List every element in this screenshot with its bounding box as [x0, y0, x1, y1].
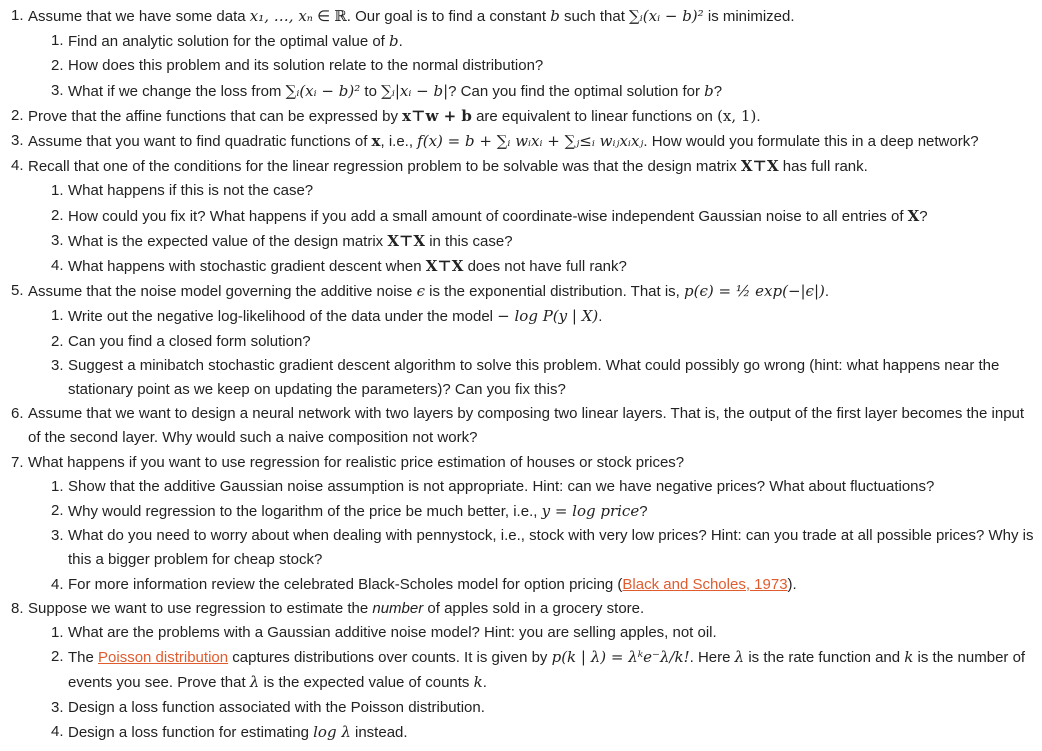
exercise-number: 2. — [11, 106, 24, 124]
subexercise-item: 2. The Poisson distribution captures distributions over counts. It is given by p(k | λ) = λᵏe⁻λ/k!. Here λ is the rate function and k is the number of events you see. Prove that λ is the expected value of counts k. — [51, 648, 1026, 692]
subexercise-item: 2. Can you find a closed form solution? — [51, 332, 311, 350]
exercise-number: 5. — [11, 282, 24, 300]
subexercise-item: 2. Why would regression to the logarithm of the price be much better, i.e., y = log price? — [51, 502, 648, 521]
poisson-distribution-link[interactable]: Poisson distribution — [98, 649, 229, 667]
subexercise-item: 1. What are the problems with a Gaussian additive noise model? Hint: you are selling apples, not oil. — [51, 624, 717, 642]
exercise-item: 2. Prove that the affine functions that can be expressed by x⊤w + b are equivalent to linear functions on (x, 1). — [0, 104, 1040, 129]
math: ϵ — [416, 282, 425, 301]
subexercise-item: 1. Find an analytic solution for the optimal value of b. — [51, 32, 403, 51]
math: ℝ — [334, 7, 347, 25]
exercise-item: 5. Assume that the noise model governing the additive noise ϵ is the exponential distribution. That is, p(ϵ) = ½ exp(−|ϵ|). 1. Write out the negative log-likelihood of the data under the model − log P(y | X). 2. Can you find a closed form solution? 3. Suggest a minibatch stochastic gradient descent algorithm to solve this problem. What could possibly go wrong (hint: what happens near the stationary point as we keep on updating the parameters)? Can you fix this? — [0, 279, 1040, 402]
subexercise-item: 4. What happens with stochastic gradient descent when X⊤X does not have full rank? — [51, 257, 627, 276]
math: p(ϵ) = ½ exp(−|ϵ|) — [684, 282, 825, 301]
math: x₁, …, xₙ — [249, 7, 313, 25]
math: X⊤X — [740, 157, 779, 176]
subexercise-item: 3. What do you need to worry about when dealing with pennystock, i.e., stock with very low prices? Hint: can you trade at all possible prices? Why is this a bigger problem for cheap stock? — [51, 527, 1034, 569]
exercise-item: 8. Suppose we want to use regression to estimate the number of apples sold in a grocery store. 1. What are the problems with a Gaussian additive noise model? Hint: you are selling apples, not oil. 2. The Poisson distribution captures distributions over counts. It is given by p(k | λ) = λᵏe⁻λ/k!. Here λ is the rate function and k is the number of events you see. Prove that λ is the expected value of counts k. 3. Design a loss function associated with the Poisson distribution. 4. Design a loss function for estimating log λ instead. — [0, 597, 1040, 745]
subexercise-list — [28, 475, 1040, 597]
exercise-item: 1. Assume that we have some data x₁, …, xₙ ∈ ℝ. Our goal is to find a constant b such that ∑ᵢ(xᵢ − b)² is minimized. 1. Find an analytic solution for the optimal value of b. 2. How does this problem and its solution relate to the normal distribution? 3. What if we change the loss from ∑ᵢ(xᵢ − b)² to ∑ᵢ|xᵢ − b|? Can you find the optimal solution for b? — [0, 4, 1040, 104]
exercise-item: 7. What happens if you want to use regression for realistic price estimation of houses or stock prices? 1. Show that the additive Gaussian noise assumption is not appropriate. Hint: can we have negative prices? What about fluctuations? 2. Why would regression to the logarithm of the price be much better, i.e., y = log price? 3. What do you need to worry about when dealing with pennystock, i.e., stock with very low prices? Hint: can you trade at all possible prices? Why is this a bigger problem for cheap stock? 4. For more information review the celebrated Black-Scholes model for option pricing (Black and Scholes, 1973). — [0, 451, 1040, 597]
exercise-number: 4. — [11, 157, 24, 175]
math: x⊤w + b — [402, 106, 472, 125]
subexercise-item: 1. Show that the additive Gaussian noise assumption is not appropriate. Hint: can we have negative prices? What about fluctuations? — [51, 477, 935, 495]
math: f(x) = b + ∑ᵢ wᵢxᵢ + ∑ⱼ≤ᵢ wᵢⱼxᵢxⱼ — [417, 132, 644, 151]
subexercise-item: 4. Design a loss function for estimating log λ instead. — [51, 722, 408, 741]
math: ∑ᵢ(xᵢ − b)² — [629, 7, 704, 25]
math: (x, 1) — [717, 106, 757, 125]
exercise-number: 7. — [11, 453, 24, 471]
subexercise-item: 3. What if we change the loss from ∑ᵢ(xᵢ − b)² to ∑ᵢ|xᵢ − b|? Can you find the optimal solution for b? — [51, 81, 723, 100]
subexercise-list — [28, 179, 1040, 279]
math: b — [550, 7, 560, 25]
subexercise-item: 3. What is the expected value of the design matrix X⊤X in this case? — [51, 231, 513, 250]
exercise-item: 6. Assume that we want to design a neural network with two layers by composing two linear layers. That is, the output of the first layer becomes the input of the second layer. Why would such a naive composition not work? — [0, 402, 1040, 450]
citation-link[interactable]: Black and Scholes, 1973 — [622, 575, 788, 593]
subexercise-item: 2. How does this problem and its solution relate to the normal distribution? — [51, 57, 544, 75]
exercise-number: 8. — [11, 599, 24, 617]
exercise-number: 1. — [11, 7, 24, 24]
subexercise-list — [28, 29, 1040, 104]
exercise-list — [0, 4, 1040, 745]
subexercise-item: 4. For more information review the celebrated Black-Scholes model for option pricing (Black and Scholes, 1973). — [51, 575, 797, 593]
math: x — [371, 132, 381, 151]
exercise-item: 3. Assume that you want to find quadratic functions of x, i.e., f(x) = b + ∑ᵢ wᵢxᵢ + ∑ⱼ≤ᵢ wᵢⱼxᵢxⱼ. How would you formulate this in a deep network? — [0, 129, 1040, 154]
exercise-item: 4. Recall that one of the conditions for the linear regression problem to be solvable was that the design matrix X⊤X has full rank. 1. What happens if this is not the case? 2. How could you fix it? What happens if you add a small amount of coordinate-wise independent Gaussian noise to all entries of X? 3. What is the expected value of the design matrix X⊤X in this case? 4. What happens with stochastic gradient descent when X⊤X does not have full rank? — [0, 154, 1040, 279]
subexercise-item: 1. Write out the negative log-likelihood of the data under the model − log P(y | X). — [51, 307, 603, 326]
subexercise-item: 3. Suggest a minibatch stochastic gradient descent algorithm to solve this problem. What could possibly go wrong (hint: what happens near the stationary point as we keep on updating the parameters)? Can you fix this? — [51, 356, 1000, 399]
exercise-number: 6. — [11, 405, 24, 423]
exercise-number: 3. — [11, 132, 24, 150]
subexercise-item: 2. How could you fix it? What happens if you add a small amount of coordinate-wise independent Gaussian noise to all entries of X? — [51, 206, 928, 225]
subexercise-list — [28, 304, 1040, 402]
subexercise-item: 3. Design a loss function associated with the Poisson distribution. — [51, 698, 485, 716]
subexercise-item: 1. What happens if this is not the case? — [51, 182, 314, 200]
subexercise-list — [28, 621, 1040, 745]
